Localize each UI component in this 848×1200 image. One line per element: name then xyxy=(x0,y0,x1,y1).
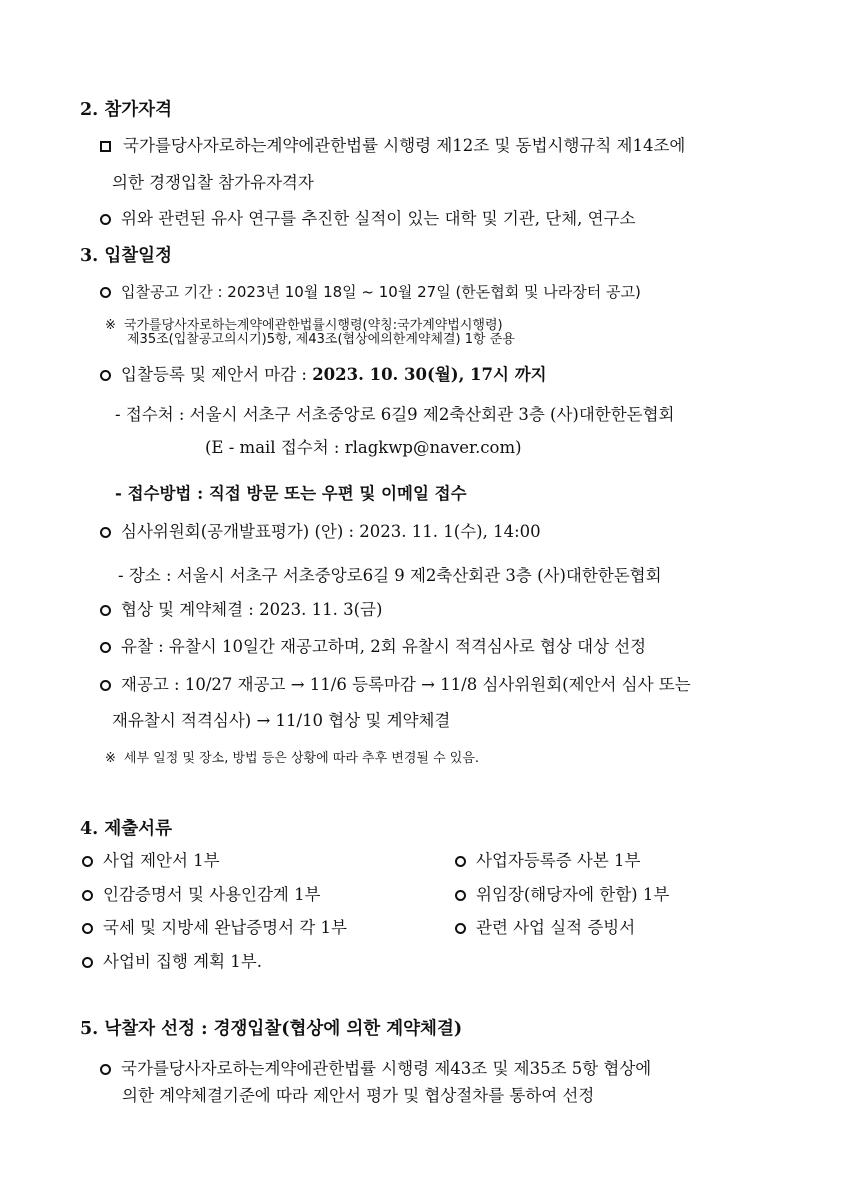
circle-bullet-icon xyxy=(82,957,93,968)
circle-bullet-icon xyxy=(100,527,111,538)
legal-note: ※ 국가를당사자로하는계약에관한법률시행령(약칭:국가계약법시행령) xyxy=(105,318,503,333)
reception-place: - 접수처 : 서울시 서초구 서초중앙로 6길9 제2축산회관 3층 (사)대한한돈협회 xyxy=(115,405,675,424)
deadline: 입찰등록 및 제안서 마감 : 2023. 10. 30(월), 17시 까지 xyxy=(100,364,547,386)
doc-item: 국세 및 지방세 완납증명서 각 1부 xyxy=(82,917,347,939)
section-3-heading: 3. 입찰일정 xyxy=(80,246,172,266)
doc-item: 인감증명서 및 사용인감계 1부 xyxy=(82,884,321,906)
circle-bullet-icon xyxy=(82,890,93,901)
notice-period: 입찰공고 기간 : 2023년 10월 18일 ~ 10월 27일 (한돈협회 및 나라장터 공고) xyxy=(100,281,641,303)
circle-bullet-icon xyxy=(82,923,93,934)
rebid-continuation: 재유찰시 적격심사) → 11/10 협상 및 계약체결 xyxy=(112,711,451,730)
circle-bullet-icon xyxy=(100,605,111,616)
doc-item: 관련 사업 실적 증빙서 xyxy=(455,917,635,939)
circle-bullet-icon xyxy=(100,287,111,298)
doc-item: 사업 제안서 1부 xyxy=(82,850,220,872)
section-5-heading: 5. 낙찰자 선정 : 경쟁입찰(협상에 의한 계약체결) xyxy=(80,1019,463,1039)
schedule-note: ※ 세부 일정 및 장소, 방법 등은 상황에 따라 추후 변경될 수 있음. xyxy=(105,751,480,766)
circle-bullet-icon xyxy=(82,856,93,867)
review-place: - 장소 : 서울시 서초구 서초중앙로6길 9 제2축산회관 3층 (사)대한한돈협회 xyxy=(118,566,662,585)
circle-bullet-icon xyxy=(455,856,466,867)
doc-item: 사업비 집행 계획 1부. xyxy=(82,951,262,973)
negotiation: 협상 및 계약체결 : 2023. 11. 3(금) xyxy=(100,599,382,621)
review-committee: 심사위원회(공개발표평가) (안) : 2023. 11. 1(수), 14:00 xyxy=(100,521,541,543)
doc-item: 위임장(해당자에 한함) 1부 xyxy=(455,884,669,906)
legal-note-continuation: 제35조(입찰공고의시기)5항, 제43조(협상에의한계약체결) 1항 준용 xyxy=(127,332,515,347)
failed-bid: 유찰 : 유찰시 10일간 재공고하며, 2회 유찰시 적격심사로 협상 대상 선정 xyxy=(100,636,646,658)
note-mark-icon: ※ xyxy=(105,751,116,766)
list-item-continuation: 의한 계약체결기준에 따라 제안서 평가 및 협상절차를 통하여 선정 xyxy=(122,1086,595,1105)
reception-email: (E - mail 접수처 : rlagkwp@naver.com) xyxy=(205,438,522,457)
circle-bullet-icon xyxy=(100,642,111,653)
circle-bullet-icon xyxy=(100,214,111,225)
list-item: 국가를당사자로하는계약에관한법률 시행령 제12조 및 동법시행규칙 제14조에 xyxy=(100,135,685,157)
circle-bullet-icon xyxy=(455,923,466,934)
reception-method: - 접수방법 : 직접 방문 또는 우편 및 이메일 접수 xyxy=(115,484,467,503)
list-item: 위와 관련된 유사 연구를 추진한 실적이 있는 대학 및 기관, 단체, 연구소 xyxy=(100,208,635,230)
note-mark-icon: ※ xyxy=(105,318,116,333)
circle-bullet-icon xyxy=(100,1064,111,1075)
list-item: 국가를당사자로하는계약에관한법률 시행령 제43조 및 제35조 5항 협상에 xyxy=(100,1058,651,1080)
checkbox-square-icon xyxy=(100,141,111,152)
list-item-continuation: 의한 경쟁입찰 참가유자격자 xyxy=(112,173,314,192)
section-2-heading: 2. 참가자격 xyxy=(80,100,172,120)
circle-bullet-icon xyxy=(100,370,111,381)
circle-bullet-icon xyxy=(455,890,466,901)
doc-item: 사업자등록증 사본 1부 xyxy=(455,850,640,872)
rebid: 재공고 : 10/27 재공고 → 11/6 등록마감 → 11/8 심사위원회(제안서 심사 또는 xyxy=(100,674,691,696)
circle-bullet-icon xyxy=(100,680,111,691)
section-4-heading: 4. 제출서류 xyxy=(80,819,172,839)
